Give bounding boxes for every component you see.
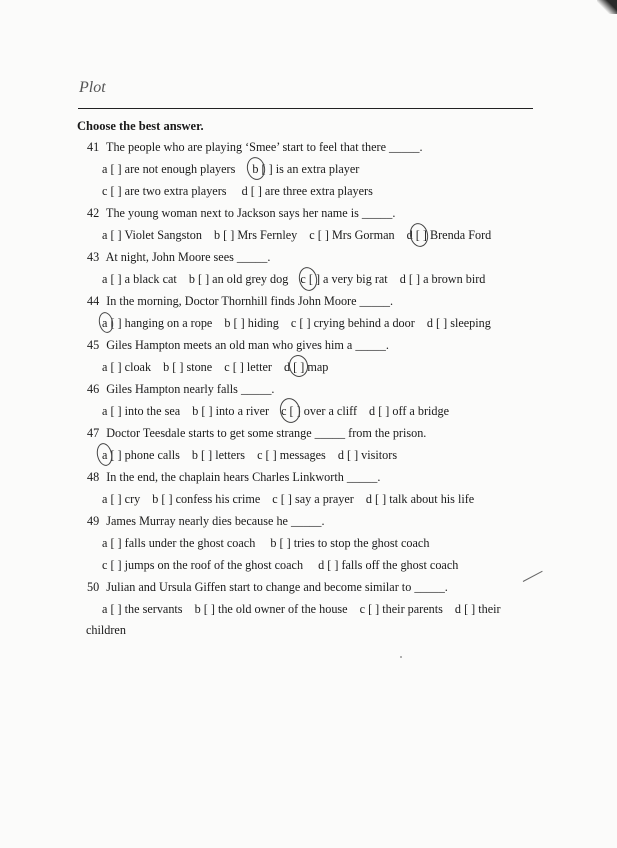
option-c[interactable]: c [ ] Mrs Gorman xyxy=(309,228,395,242)
question-42 xyxy=(87,206,395,221)
option-b[interactable]: b [ ] an old grey dog xyxy=(188,272,289,286)
option-d[interactable]: d [ ] off a bridge xyxy=(369,404,450,418)
question-text: In the morning, Doctor Thornhill finds John Moore _____. xyxy=(106,294,394,308)
option-d[interactable]: d [ ] visitors xyxy=(337,448,398,462)
title-rule xyxy=(78,108,533,109)
question-number: 49 xyxy=(87,514,100,528)
question-48 xyxy=(87,470,380,485)
option-d[interactable]: d [ ] map xyxy=(283,360,329,374)
option-a[interactable]: a [ ] cloak xyxy=(102,360,152,374)
option-b[interactable]: b [ ] letters xyxy=(191,448,246,462)
question-text: The young woman next to Jackson says her name is _____. xyxy=(106,206,396,220)
options-48 xyxy=(102,492,483,507)
option-c[interactable]: c [ ] are two extra players xyxy=(102,184,227,198)
option-b[interactable]: b [ ] confess his crime xyxy=(152,492,261,506)
option-b[interactable]: b [ ] Mrs Fernley xyxy=(213,228,298,242)
question-text: Julian and Ursula Giffen start to change and become similar to _____. xyxy=(106,580,448,594)
options-47 xyxy=(102,448,406,463)
option-a[interactable]: a [ ] hanging on a rope xyxy=(102,316,213,330)
option-c[interactable]: c [ ] a very big rat xyxy=(300,272,388,286)
option-d[interactable]: d [ ] falls off the ghost coach xyxy=(318,558,459,572)
question-number: 50 xyxy=(87,580,100,594)
question-number: 42 xyxy=(87,206,100,220)
option-d[interactable]: d [ ] a brown bird xyxy=(399,272,486,286)
answer-circle-42 xyxy=(408,221,431,248)
question-47 xyxy=(87,426,426,441)
option-a[interactable]: a [ ] are not enough players xyxy=(102,162,236,176)
question-number: 43 xyxy=(87,250,100,264)
question-43 xyxy=(87,250,270,265)
stray-pen-mark xyxy=(523,571,543,582)
question-text: The people who are playing ‘Smee’ start to feel that there _____. xyxy=(106,140,423,154)
options-44 xyxy=(102,316,500,331)
instructions: Choose the best answer. xyxy=(77,119,204,133)
option-d[interactable]: d [ ] are three extra players xyxy=(241,184,373,198)
options-42 xyxy=(102,228,500,243)
answer-circle-46 xyxy=(278,396,303,425)
question-number: 47 xyxy=(87,426,100,440)
option-d[interactable]: d [ ] Brenda Ford xyxy=(406,228,492,242)
option-b[interactable]: b [ ] tries to stop the ghost coach xyxy=(270,536,430,550)
options-49-row2 xyxy=(102,558,467,573)
option-c[interactable]: c [ ] jumps on the roof of the ghost coach xyxy=(102,558,304,572)
scan-speck xyxy=(400,656,402,658)
option-c[interactable]: c [ ] over a cliff xyxy=(281,404,357,418)
question-text: James Murray nearly dies because he _____. xyxy=(106,514,325,528)
option-a[interactable]: a [ ] a black cat xyxy=(102,272,177,286)
option-b[interactable]: b [ ] the old owner of the house xyxy=(194,602,348,616)
answer-circle-43 xyxy=(297,265,320,292)
question-text: In the end, the chaplain hears Charles Linkworth _____. xyxy=(106,470,381,484)
section-title: Plot xyxy=(79,79,106,96)
option-c[interactable]: c [ ] say a prayer xyxy=(272,492,354,506)
question-text: Giles Hampton meets an old man who gives him a _____. xyxy=(106,338,389,352)
answer-circle-41 xyxy=(245,155,267,181)
option-d[interactable]: d [ ] sleeping xyxy=(426,316,491,330)
options-50 xyxy=(102,602,510,617)
option-a[interactable]: a [ ] the servants xyxy=(102,602,183,616)
question-46 xyxy=(87,382,274,397)
question-50 xyxy=(87,580,448,595)
option-b[interactable]: b [ ] into a river xyxy=(192,404,270,418)
option-a[interactable]: a [ ] Violet Sangston xyxy=(102,228,202,242)
option-d[interactable]: d [ ] talk about his life xyxy=(365,492,475,506)
option-c[interactable]: c [ ] messages xyxy=(257,448,326,462)
option-c[interactable]: c [ ] crying behind a door xyxy=(290,316,415,330)
scan-corner-shadow xyxy=(597,0,617,14)
option-c[interactable]: c [ ] letter xyxy=(224,360,272,374)
options-50-wrap: children xyxy=(86,623,126,637)
question-text: Doctor Teesdale starts to get some strange _____ from the prison. xyxy=(106,426,427,440)
option-d[interactable]: d [ ] their xyxy=(454,602,501,616)
question-number: 41 xyxy=(87,140,100,154)
option-c[interactable]: c [ ] their parents xyxy=(359,602,443,616)
options-49-row1 xyxy=(102,536,438,551)
option-b[interactable]: b [ ] is an extra player xyxy=(252,162,360,176)
option-a[interactable]: a [ ] into the sea xyxy=(102,404,181,418)
question-number: 45 xyxy=(87,338,100,352)
question-text: At night, John Moore sees _____. xyxy=(105,250,271,264)
option-b[interactable]: b [ ] hiding xyxy=(224,316,279,330)
question-45 xyxy=(87,338,389,353)
question-41 xyxy=(87,140,423,155)
question-number: 44 xyxy=(87,294,100,308)
question-44 xyxy=(87,294,393,309)
question-text: Giles Hampton nearly falls _____. xyxy=(106,382,275,396)
options-41-row2 xyxy=(102,184,382,199)
option-b[interactable]: b [ ] stone xyxy=(163,360,213,374)
question-number: 46 xyxy=(87,382,100,396)
options-41-row1 xyxy=(102,162,368,177)
option-a[interactable]: a [ ] phone calls xyxy=(102,448,180,462)
option-a[interactable]: a [ ] cry xyxy=(102,492,141,506)
option-a[interactable]: a [ ] falls under the ghost coach xyxy=(102,536,256,550)
question-49 xyxy=(87,514,325,529)
answer-circle-47 xyxy=(95,442,114,468)
question-number: 48 xyxy=(87,470,100,484)
